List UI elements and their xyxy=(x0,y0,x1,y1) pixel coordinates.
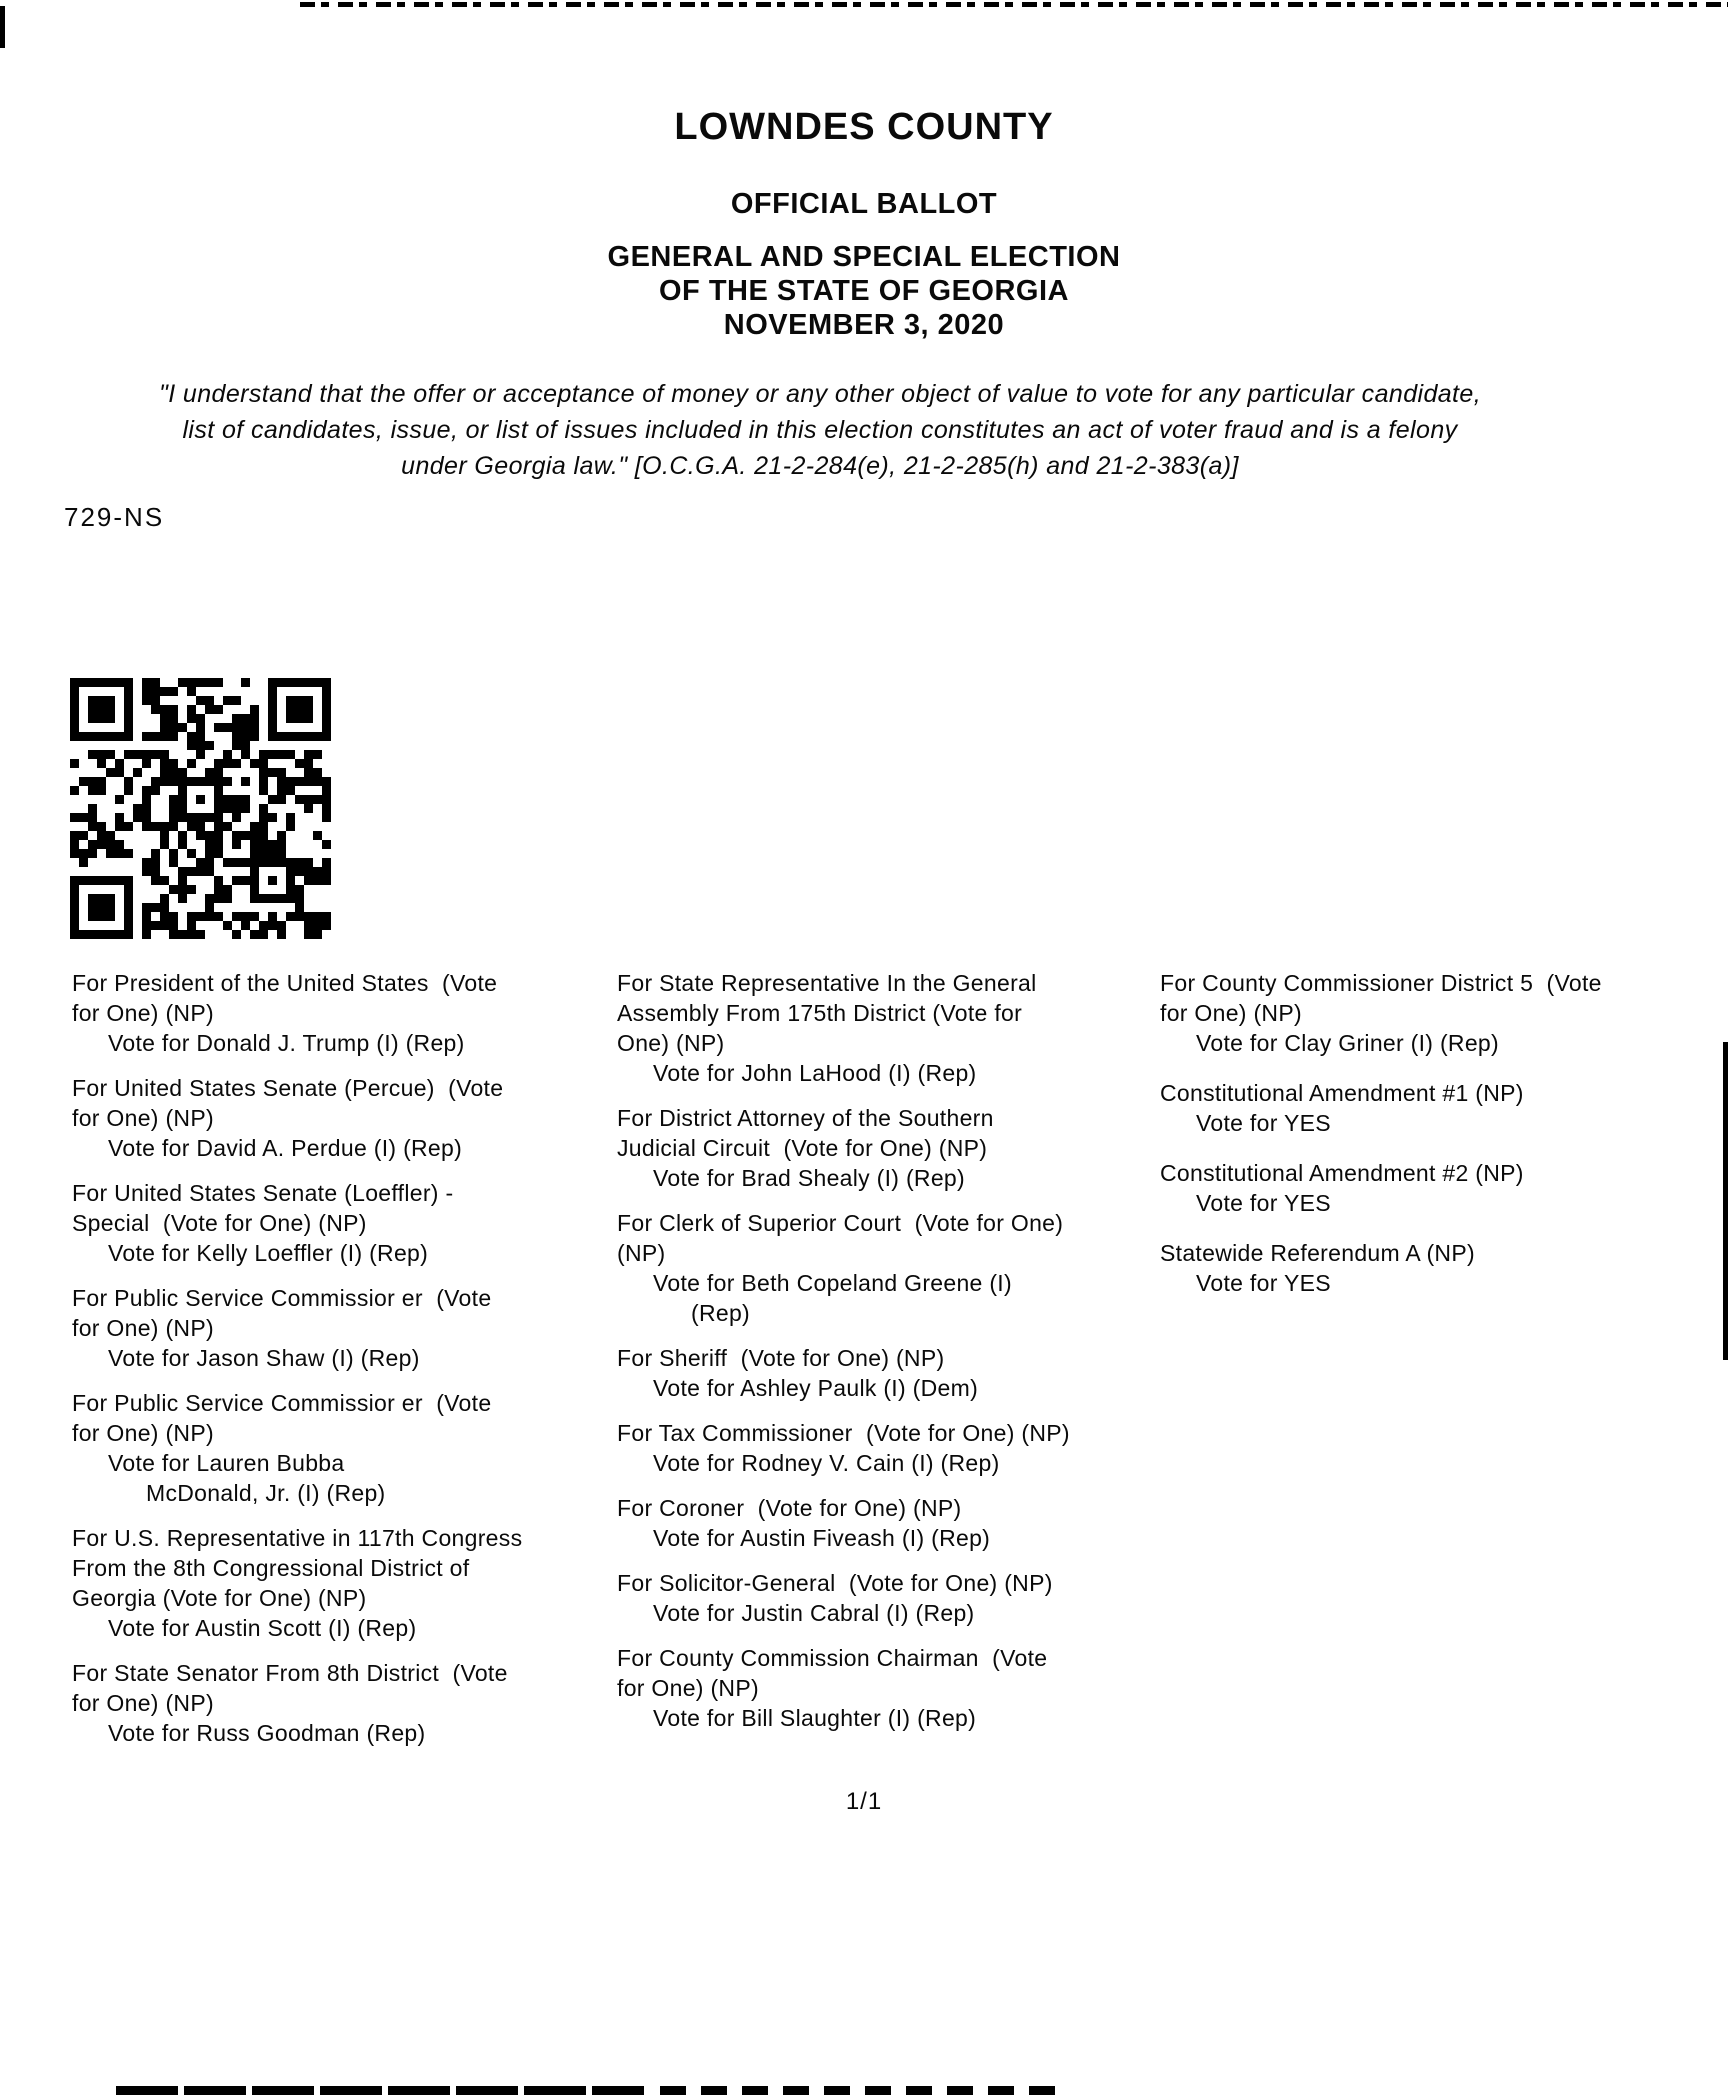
contest-vote-line: Vote for Russ Goodman (Rep) xyxy=(108,1720,426,1746)
contest-vote-line: Vote for Rodney V. Cain (I) (Rep) xyxy=(653,1450,1000,1476)
contest xyxy=(1160,1238,1725,1298)
contest-vote-line: Vote for YES xyxy=(1196,1110,1331,1136)
contest-office-line: For Public Service Commissior er (Vote xyxy=(72,1285,492,1311)
contest-office-line: For Coroner (Vote for One) (NP) xyxy=(617,1495,962,1521)
contest-office-line: Georgia (Vote for One) (NP) xyxy=(72,1585,367,1611)
ballot-column-1 xyxy=(72,968,620,1763)
contest-office-line: For State Representative In the General xyxy=(617,970,1037,996)
contest-office-line: for One) (NP) xyxy=(72,1000,214,1026)
contest xyxy=(617,1343,1165,1403)
contest-vote-line: Vote for Austin Fiveash (I) (Rep) xyxy=(653,1525,991,1551)
ballot-column-3 xyxy=(1160,968,1725,1318)
contest-office-line: For United States Senate (Percue) (Vote xyxy=(72,1075,504,1101)
contest xyxy=(617,1208,1165,1328)
county-title: LOWNDES COUNTY xyxy=(674,106,1054,148)
contest-office-line: For County Commissioner District 5 (Vote xyxy=(1160,970,1602,996)
contest-vote-line: Vote for Austin Scott (I) (Rep) xyxy=(108,1615,417,1641)
qr-code xyxy=(70,678,331,939)
contest xyxy=(1160,1158,1725,1218)
contest-vote-line: Vote for John LaHood (I) (Rep) xyxy=(653,1060,977,1086)
fraud-disclaimer-line: list of candidates, issue, or list of issues included in this election constitutes an act of voter fraud and is a felony xyxy=(182,416,1458,444)
contest-vote-line: McDonald, Jr. (I) (Rep) xyxy=(146,1480,386,1506)
contest-office-line: Constitutional Amendment #1 (NP) xyxy=(1160,1080,1524,1106)
contest-office-line: for One) (NP) xyxy=(617,1675,759,1701)
contest-office-line: For Clerk of Superior Court (Vote for One) xyxy=(617,1210,1064,1236)
contest-office-line: For Public Service Commissior er (Vote xyxy=(72,1390,492,1416)
fraud-disclaimer-line: under Georgia law." [O.C.G.A. 21-2-284(e), 21-2-285(h) and 21-2-383(a)] xyxy=(401,452,1239,480)
contest-vote-line: Vote for Bill Slaughter (I) (Rep) xyxy=(653,1705,977,1731)
contest-vote-line: Vote for Clay Griner (I) (Rep) xyxy=(1196,1030,1499,1056)
contest-office-line: (NP) xyxy=(617,1240,666,1266)
contest-vote-line: Vote for YES xyxy=(1196,1190,1331,1216)
contest-vote-line: Vote for David A. Perdue (I) (Rep) xyxy=(108,1135,463,1161)
contest-office-line: for One) (NP) xyxy=(72,1105,214,1131)
contest-office-line: for One) (NP) xyxy=(72,1315,214,1341)
contest xyxy=(617,968,1165,1088)
scan-artifact-left-tick xyxy=(0,6,5,48)
contest xyxy=(72,968,620,1058)
contest-vote-line: Vote for Justin Cabral (I) (Rep) xyxy=(653,1600,975,1626)
page-number: 1/1 xyxy=(845,1788,883,1815)
contest-office-line: Assembly From 175th District (Vote for xyxy=(617,1000,1023,1026)
contest xyxy=(1160,968,1725,1058)
contest xyxy=(1160,1078,1725,1138)
scan-artifact-bottom-edge xyxy=(116,2086,644,2095)
scan-artifact-top-edge xyxy=(300,2,1728,7)
election-title xyxy=(0,240,1728,342)
fraud-disclaimer xyxy=(30,376,1610,484)
contest-office-line: for One) (NP) xyxy=(1160,1000,1302,1026)
contest xyxy=(72,1178,620,1268)
fraud-disclaimer-line: "I understand that the offer or acceptance of money or any other object of value to vote for any particular candidate, xyxy=(158,380,1482,408)
ballot-title: OFFICIAL BALLOT xyxy=(730,188,998,220)
contest-office-line: For State Senator From 8th District (Vote xyxy=(72,1660,508,1686)
contest-office-line: For Sheriff (Vote for One) (NP) xyxy=(617,1345,945,1371)
contest-office-line: From the 8th Congressional District of xyxy=(72,1555,470,1581)
contest xyxy=(72,1523,620,1643)
contest-office-line: One) (NP) xyxy=(617,1030,725,1056)
election-title-line: GENERAL AND SPECIAL ELECTION xyxy=(607,241,1121,273)
scan-artifact-bottom-edge xyxy=(660,2086,1062,2095)
contest-office-line: for One) (NP) xyxy=(72,1420,214,1446)
contest xyxy=(72,1283,620,1373)
contest xyxy=(617,1418,1165,1478)
contest xyxy=(617,1103,1165,1193)
contest-vote-line: (Rep) xyxy=(691,1300,751,1326)
contest-vote-line: Vote for Ashley Paulk (I) (Dem) xyxy=(653,1375,979,1401)
contest-vote-line: Vote for YES xyxy=(1196,1270,1331,1296)
ballot-column-2 xyxy=(617,968,1165,1748)
contest-office-line: Constitutional Amendment #2 (NP) xyxy=(1160,1160,1524,1186)
contest-office-line: Statewide Referendum A (NP) xyxy=(1160,1240,1475,1266)
contest xyxy=(72,1388,620,1508)
contest-vote-line: Vote for Jason Shaw (I) (Rep) xyxy=(108,1345,420,1371)
contest-office-line: For Solicitor-General (Vote for One) (NP) xyxy=(617,1570,1053,1596)
election-date: NOVEMBER 3, 2020 xyxy=(723,309,1005,341)
contest-office-line: For United States Senate (Loeffler) - xyxy=(72,1180,454,1206)
contest-office-line: Special (Vote for One) (NP) xyxy=(72,1210,367,1236)
contest-vote-line: Vote for Kelly Loeffler (I) (Rep) xyxy=(108,1240,429,1266)
contest-vote-line: Vote for Beth Copeland Greene (I) xyxy=(653,1270,1012,1296)
contest-office-line: Judicial Circuit (Vote for One) (NP) xyxy=(617,1135,988,1161)
contest xyxy=(72,1073,620,1163)
contest-office-line: For District Attorney of the Southern xyxy=(617,1105,994,1131)
contest-vote-line: Vote for Brad Shealy (I) (Rep) xyxy=(653,1165,965,1191)
contest-vote-line: Vote for Donald J. Trump (I) (Rep) xyxy=(108,1030,465,1056)
election-title-line: OF THE STATE OF GEORGIA xyxy=(659,275,1069,307)
contest xyxy=(72,1658,620,1748)
contest-office-line: For County Commission Chairman (Vote xyxy=(617,1645,1048,1671)
contest xyxy=(617,1643,1165,1733)
contest-office-line: For Tax Commissioner (Vote for One) (NP) xyxy=(617,1420,1070,1446)
contest-office-line: For President of the United States (Vote xyxy=(72,970,498,996)
contest-office-line: For U.S. Representative in 117th Congress xyxy=(72,1525,523,1551)
ballot-style-code: 729-NS xyxy=(64,502,165,532)
contest-office-line: for One) (NP) xyxy=(72,1690,214,1716)
contest xyxy=(617,1493,1165,1553)
contest xyxy=(617,1568,1165,1628)
contest-vote-line: Vote for Lauren Bubba xyxy=(108,1450,345,1476)
